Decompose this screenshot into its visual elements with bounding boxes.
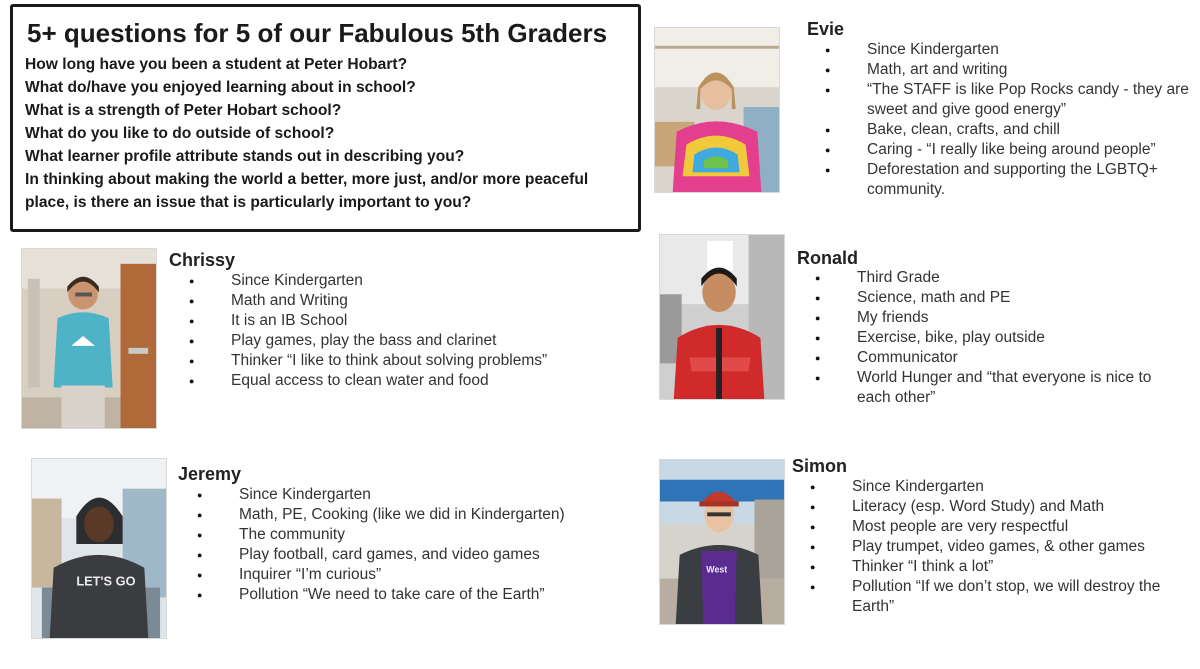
answer-item: ● World Hunger and “that everyone is nice to each other” (814, 368, 1184, 408)
answer-item: ● Science, math and PE (814, 288, 1184, 308)
answer-item: ● Play trumpet, video games, & other games (809, 537, 1189, 557)
answer-item: ● Since Kindergarten (809, 477, 1189, 497)
answer-item: ● Math, art and writing (824, 60, 1194, 80)
evie-photo (654, 27, 780, 193)
answer-item: ● Math, PE, Cooking (like we did in Kindergarten) (196, 505, 626, 525)
simon-photo (659, 459, 785, 625)
question-item: In thinking about making the world a better, more just, and/or more peaceful place, is there an issue that is particularly important to you? (25, 171, 589, 211)
answer-item: ● Pollution “If we don’t stop, we will destroy the Earth” (809, 577, 1189, 617)
answer-item: ● “The STAFF is like Pop Rocks candy - they are sweet and give good energy” (824, 80, 1194, 120)
answers-simon (809, 477, 1189, 617)
student-name-simon: Simon (792, 456, 848, 476)
question-item: What do you like to do outside of school? (25, 125, 335, 142)
question-item: What is a strength of Peter Hobart school? (25, 102, 342, 119)
question-item: What learner profile attribute stands out in describing you? (25, 148, 465, 165)
answer-item: ● Communicator (814, 348, 1184, 368)
student-name-ronald: Ronald (797, 248, 858, 268)
answer-item: ● Deforestation and supporting the LGBTQ+ community. (824, 160, 1194, 200)
answers-chrissy (188, 271, 608, 391)
jeremy-photo (31, 458, 167, 639)
answer-item: ● Since Kindergarten (824, 40, 1194, 60)
answer-item: ● Third Grade (814, 268, 1184, 288)
answer-item: ● Caring - “I really like being around people” (824, 140, 1194, 160)
page-title: 5+ questions for 5 of our Fabulous 5th Graders (27, 18, 608, 48)
question-item: How long have you been a student at Peter Hobart? (25, 56, 408, 73)
question-item: What do/have you enjoyed learning about in school? (25, 79, 416, 96)
answer-item: ● Since Kindergarten (188, 271, 608, 291)
answer-item: ● Play games, play the bass and clarinet (188, 331, 608, 351)
answer-item: ● Play football, card games, and video games (196, 545, 626, 565)
answer-item: ● Bake, clean, crafts, and chill (824, 120, 1194, 140)
answer-item: ● Thinker “I think a lot” (809, 557, 1189, 577)
jeremy-shirt-text: LET'S GO (76, 573, 136, 589)
chrissy-photo (21, 248, 157, 429)
answer-item: ● Pollution “We need to take care of the Earth” (196, 585, 626, 605)
questions-box (10, 4, 641, 232)
answer-item: ● Since Kindergarten (196, 485, 626, 505)
answer-item: ● Literacy (esp. Word Study) and Math (809, 497, 1189, 517)
answers-jeremy (196, 485, 626, 605)
answer-item: ● Most people are very respectful (809, 517, 1189, 537)
answer-item: ● Exercise, bike, play outside (814, 328, 1184, 348)
answer-item: ● Inquirer “I’m curious” (196, 565, 626, 585)
student-name-evie: Evie (807, 19, 845, 39)
questions-list (25, 53, 626, 214)
answer-item: ● Thinker “I like to think about solving problems” (188, 351, 608, 371)
student-name-jeremy: Jeremy (178, 464, 242, 484)
answer-item: ● It is an IB School (188, 311, 608, 331)
answer-item: ● Equal access to clean water and food (188, 371, 608, 391)
answers-evie (824, 40, 1194, 200)
answers-ronald (814, 268, 1184, 408)
simon-shirt-text: West (706, 564, 728, 575)
answer-item: ● Math and Writing (188, 291, 608, 311)
student-name-chrissy: Chrissy (169, 250, 236, 270)
answer-item: ● My friends (814, 308, 1184, 328)
answer-item: ● The community (196, 525, 626, 545)
ronald-photo (659, 234, 785, 400)
